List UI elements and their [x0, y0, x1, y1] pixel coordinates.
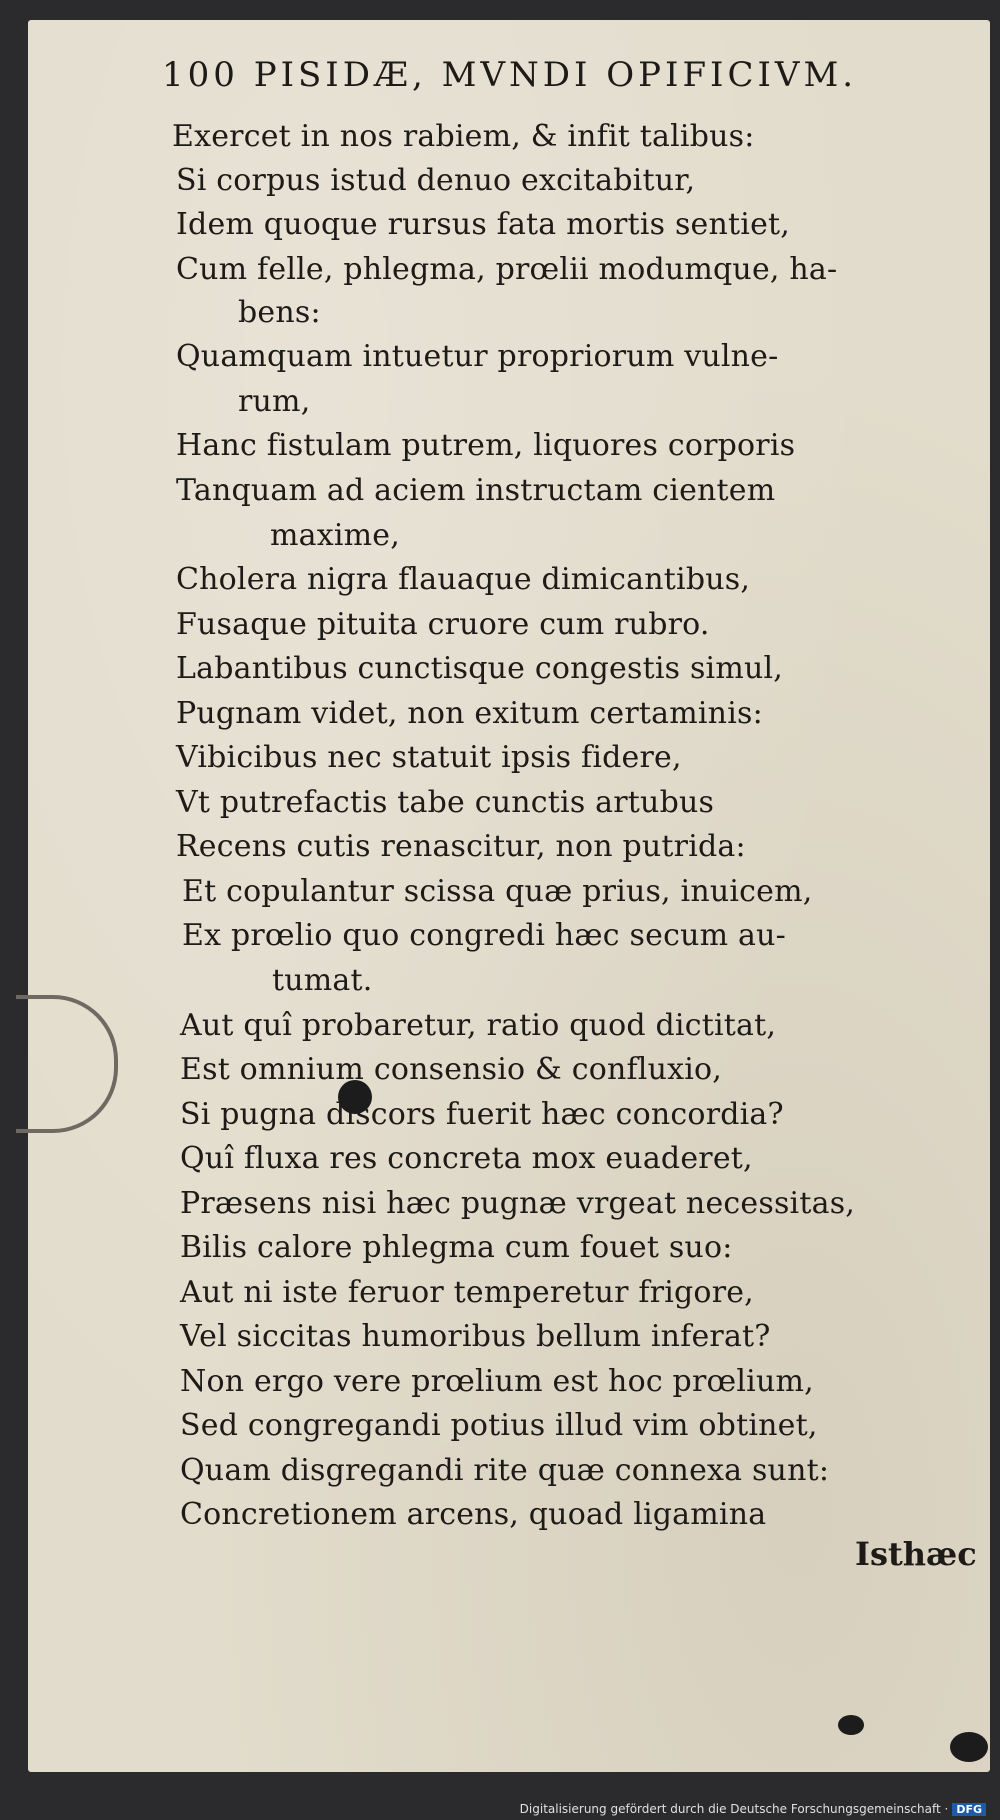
verse-line: Pugnam videt, non exitum certaminis:	[176, 696, 763, 731]
verse-line: Tanquam ad aciem instructam cientem	[176, 473, 776, 508]
verse-line: Aut ni iste feruor temperetur frigore,	[180, 1275, 754, 1310]
verse-line: Concretionem arcens, quoad ligamina	[180, 1497, 767, 1532]
verse-line: Quam disgregandi rite quæ connexa sunt:	[180, 1453, 830, 1488]
verse-line: Sed congregandi potius illud vim obtinet,	[180, 1408, 818, 1443]
verse-line: Quî fluxa res concreta mox euaderet,	[180, 1141, 753, 1176]
verse-line: Idem quoque rursus fata mortis sentiet,	[176, 207, 791, 242]
verse-line: Recens cutis renascitur, non putrida:	[176, 829, 746, 864]
verse-line: Hanc fistulam putrem, liquores corporis	[176, 428, 796, 463]
verse-line: Vt putrefactis tabe cunctis artubus	[176, 785, 715, 820]
verse-line: Ex prœlio quo congredi hæc secum au-	[182, 918, 786, 953]
verse-line: Et copulantur scissa quæ prius, inuicem,	[182, 874, 813, 909]
verse-line: Labantibus cunctisque congestis simul,	[176, 651, 784, 686]
verse-line: Aut quî probaretur, ratio quod dictitat,	[180, 1008, 777, 1043]
verse-line: Cholera nigra flauaque dimicantibus,	[176, 562, 751, 597]
verse-line: maxime,	[270, 518, 400, 553]
verse-line: Non ergo vere prœlium est hoc prœlium,	[180, 1364, 814, 1399]
verse-line: Cum felle, phlegma, prœlii modumque, ha-	[176, 252, 838, 287]
verse-line: Exercet in nos rabiem, & infit talibus:	[172, 119, 755, 154]
verse-line: rum,	[238, 384, 311, 419]
verse-line: Præsens nisi hæc pugnæ vrgeat necessitas,	[180, 1186, 856, 1221]
verse-line: Si pugna discors fuerit hæc concordia?	[180, 1097, 784, 1132]
verse-line: Fusaque pituita cruore cum rubro.	[176, 607, 710, 642]
verse-line: bens:	[238, 295, 321, 330]
verse-line: Bilis calore phlegma cum fouet suo:	[180, 1230, 733, 1265]
dfg-logo: DFG	[952, 1803, 986, 1816]
credit-text: Digitalisierung gefördert durch die Deutsche Forschungsgemeinschaft ·	[519, 1802, 949, 1816]
verse-line: Est omnium consensio & confluxio,	[180, 1052, 723, 1087]
running-header: 100 PISIDÆ, MVNDI OPIFICIVM.	[162, 55, 858, 95]
digitization-credit	[520, 1802, 986, 1816]
verse-line: Quamquam intuetur propriorum vulne-	[176, 339, 779, 374]
verse-line: Si corpus istud denuo excitabitur,	[176, 163, 696, 198]
catchword: Isthæc	[855, 1535, 977, 1573]
verse-line: Vel siccitas humoribus bellum inferat?	[180, 1319, 771, 1354]
verse-line: Vibicibus nec statuit ipsis fidere,	[176, 740, 682, 775]
verse-line: tumat.	[272, 963, 373, 998]
